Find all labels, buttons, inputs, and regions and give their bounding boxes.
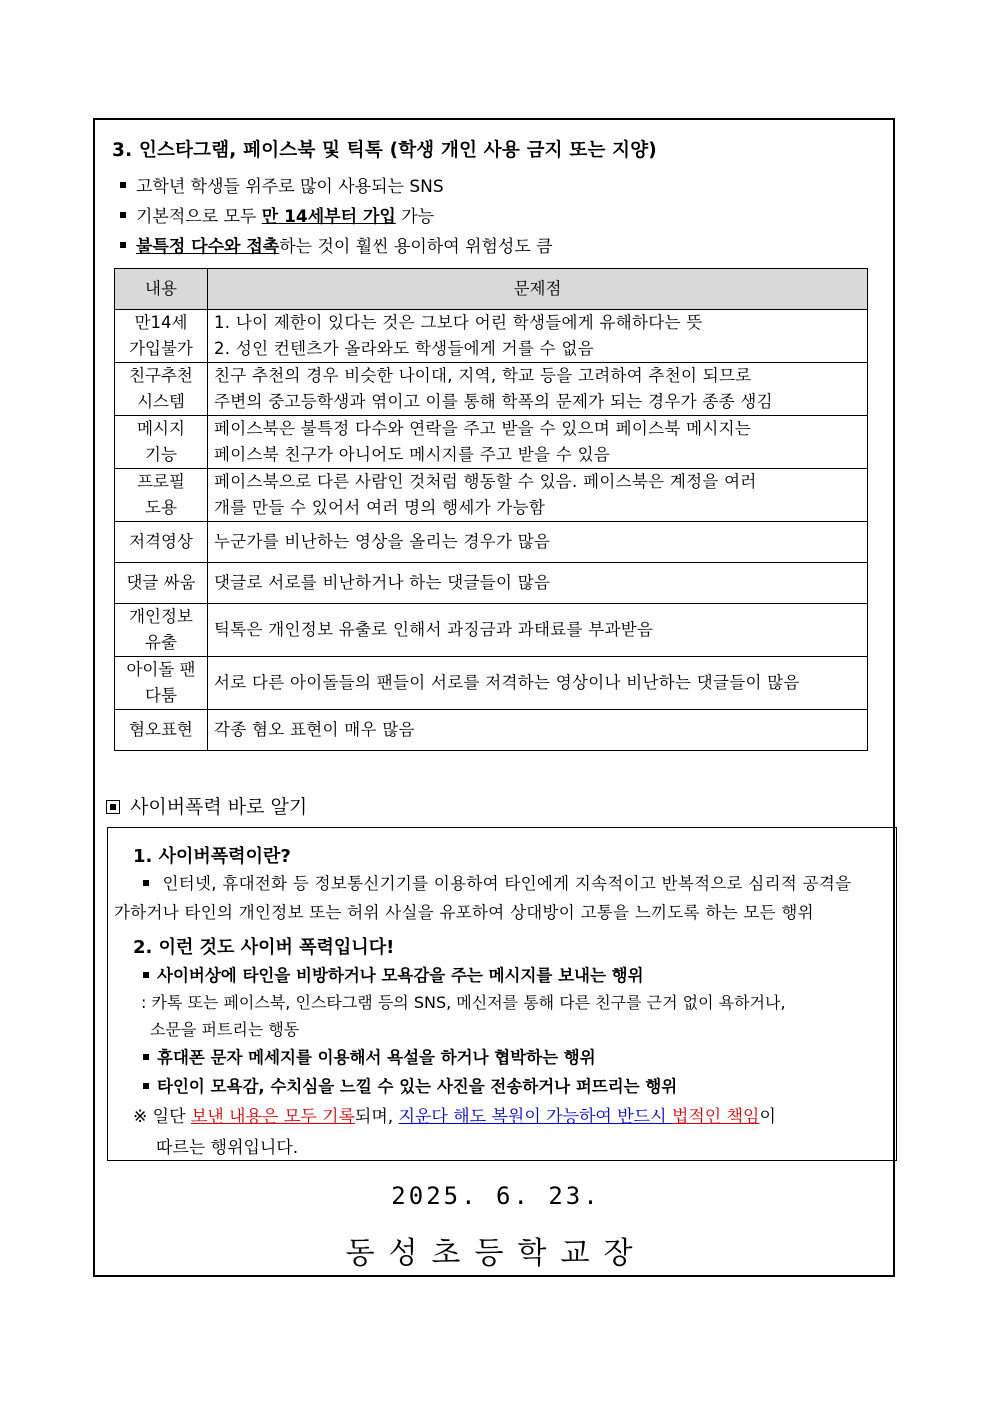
- bullet-item: 고학년 학생들 위주로 많이 사용되는 SNS: [120, 172, 444, 197]
- table-row: 개인정보 유출 틱톡은 개인정보 유출로 인해서 과징금과 과태료를 부과받음: [115, 604, 868, 657]
- bullet-square-icon: [120, 242, 126, 248]
- table-row: 프로필 도용 페이스북으로 다른 사람인 것처럼 행동할 수 있음. 페이스북은 계정을 여러 개를 만들 수 있어서 여러 명의 행세가 가능함: [115, 469, 868, 522]
- cyber-item3: 타인이 모욕감, 수치심을 느낄 수 있는 사진을 전송하거나 퍼뜨리는 행위: [143, 1073, 677, 1097]
- bullet-square-icon: [120, 212, 126, 218]
- table-row: 저격영상 누군가를 비난하는 영상을 올리는 경우가 많음: [115, 522, 868, 563]
- cyber-section-heading: 사이버폭력 바로 알기: [106, 792, 307, 819]
- cyber-q2: 2. 이런 것도 사이버 폭력입니다!: [133, 937, 395, 958]
- cyber-definition-line1: 인터넷, 휴대전화 등 정보통신기기를 이용하여 타인에게 지속적이고 반복적으로 심리적 공격을: [143, 870, 851, 894]
- square-bullet-icon: [106, 800, 120, 814]
- cyber-item1-note-line2: 소문을 퍼트리는 행동: [150, 1020, 300, 1039]
- table-header-problem: 문제점: [208, 269, 868, 310]
- table-row: 댓글 싸움 댓글로 서로를 비난하거나 하는 댓글들이 많음: [115, 563, 868, 604]
- table-header-content: 내용: [115, 269, 208, 310]
- cyber-definition-line2: 가하거나 타인의 개인정보 또는 허위 사실을 유포하여 상대방이 고통을 느끼도록 하는 모든 행위: [114, 903, 814, 922]
- table-row: 메시지 기능 페이스북은 불특정 다수와 연락을 주고 받을 수 있으며 페이스북 메시지는 페이스북 친구가 아니어도 메시지를 주고 받을 수 있음: [115, 416, 868, 469]
- table-row: 혐오표현 각종 혐오 표현이 매우 많음: [115, 710, 868, 751]
- table-row: 만14세 가입불가 1. 나이 제한이 있다는 것은 그보다 어린 학생들에게 유해하다는 뜻 2. 성인 컨텐츠가 올라와도 학생들에게 거를 수 없음: [115, 310, 868, 363]
- school-principal: 동성초등학교장: [345, 1236, 647, 1271]
- table-row: 아이돌 팬 다툼 서로 다른 아이돌들의 팬들이 서로를 저격하는 영상이나 비난하는 댓글들이 많음: [115, 657, 868, 710]
- bullet-square-icon: [120, 182, 126, 188]
- document-date: 2025. 6. 23.: [391, 1182, 601, 1210]
- bullet-square-icon: [143, 1083, 149, 1089]
- cyber-item2: 휴대폰 문자 메세지를 이용해서 욕설을 하거나 협박하는 행위: [143, 1044, 596, 1068]
- bullet-item: 기본적으로 모두 만 14세부터 가입 가능: [120, 202, 434, 227]
- cyber-item1-note-line1: : 카톡 또는 페이스북, 인스타그램 등의 SNS, 메신저를 통해 다른 친구를 근거 없이 욕하거나,: [141, 993, 786, 1012]
- cyber-item1: 사이버상에 타인을 비방하거나 모욕감을 주는 메시지를 보내는 행위: [143, 962, 644, 986]
- cyber-warning-note: ※ 일단 보낸 내용은 모두 기록되며, 지운다 해도 복원이 가능하여 반드시 법적인 책임이: [133, 1107, 776, 1127]
- sns-problem-table: [114, 268, 868, 751]
- section-title: 3. 인스타그램, 페이스북 및 틱톡 (학생 개인 사용 금지 또는 지양): [112, 140, 657, 161]
- bullet-square-icon: [143, 880, 149, 886]
- bullet-item: 불특정 다수와 접촉하는 것이 훨씬 용이하여 위험성도 큼: [120, 232, 553, 257]
- table-row: 친구추천 시스템 친구 추천의 경우 비슷한 나이대, 지역, 학교 등을 고려하여 추천이 되므로 주변의 중고등학생과 엮이고 이를 통해 학폭의 문제가 되는 경우가 종종 생김: [115, 363, 868, 416]
- cyber-warning-note-line2: 따르는 행위입니다.: [156, 1138, 299, 1158]
- bullet-square-icon: [143, 1054, 149, 1060]
- cyber-q1: 1. 사이버폭력이란?: [133, 846, 291, 867]
- bullet-square-icon: [143, 972, 149, 978]
